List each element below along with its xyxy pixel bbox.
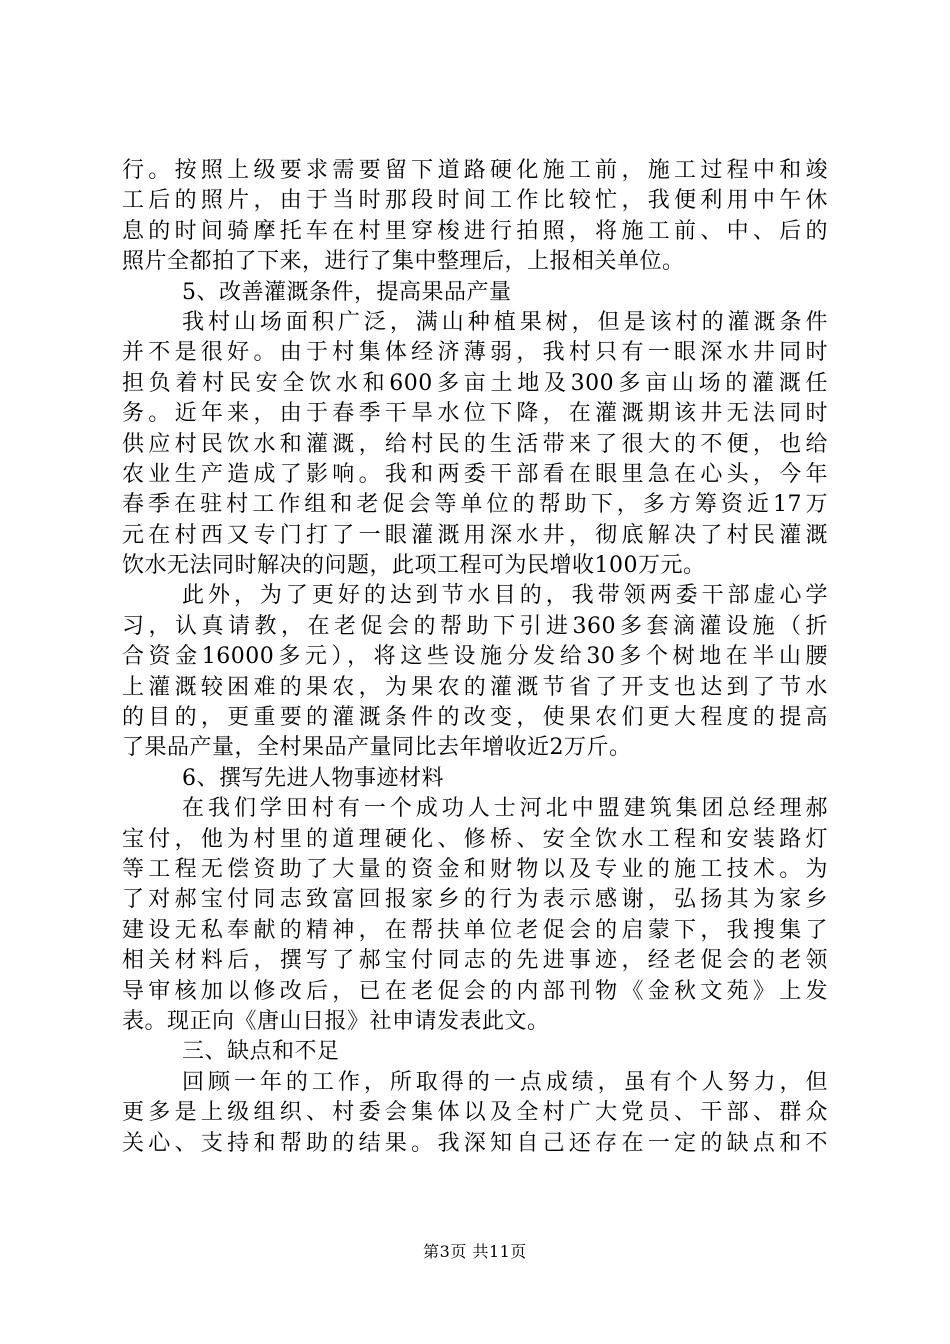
text-line: 建设无私奉献的精神，在帮扶单位老促会的启蒙下，我搜集了: [122, 917, 828, 943]
text-line: 习，认真请教，在老促会的帮助下引进360多套滴灌设施（折: [122, 613, 828, 639]
text-line: 工后的照片，由于当时那段时间工作比较忙，我便利用中午休: [122, 188, 828, 214]
text-line: 我村山场面积广泛，满山种植果树，但是该村的灌溉条件: [182, 309, 828, 335]
text-line: 饮水无法同时解决的问题，此项工程可为民增收100万元。: [122, 553, 706, 579]
text-line: 表。现正向《唐山日报》社申请发表此文。: [122, 1008, 550, 1034]
section-heading: 6、撰写先进人物事迹材料: [182, 765, 444, 791]
page-number: 第3页 共11页: [423, 1242, 527, 1261]
text-line: 的目的，更重要的灌溉条件的改变，使果农们更大程度的提高: [122, 705, 828, 731]
text-line: 关心、支持和帮助的结果。我深知自己还存在一定的缺点和不: [122, 1130, 828, 1156]
text-line: 并不是很好。由于村集体经济薄弱，我村只有一眼深水井同时: [122, 340, 828, 366]
text-line: 了对郝宝付同志致富回报家乡的行为表示感谢，弘扬其为家乡: [122, 887, 828, 913]
text-line: 了果品产量，全村果品产量同比去年增收近2万斤。: [122, 735, 632, 761]
text-line: 元在村西又专门打了一眼灌溉用深水井，彻底解决了村民灌溉: [122, 522, 828, 548]
text-line: 回顾一年的工作，所取得的一点成绩，虽有个人努力，但: [182, 1069, 828, 1095]
text-line: 供应村民饮水和灌溉，给村民的生活带来了很大的不便，也给: [122, 431, 828, 457]
section-heading: 三、缺点和不足: [182, 1039, 340, 1065]
page-footer: [0, 1242, 950, 1262]
section-heading: 5、改善灌溉条件，提高果品产量: [182, 279, 512, 305]
text-line: 息的时间骑摩托车在村里穿梭进行拍照，将施工前、中、后的: [122, 218, 828, 244]
text-line: 此外，为了更好的达到节水目的，我带领两委干部虚心学: [182, 583, 828, 609]
text-line: 行。按照上级要求需要留下道路硬化施工前，施工过程中和竣: [122, 158, 828, 183]
text-line: 等工程无偿资助了大量的资金和财物以及专业的施工技术。为: [122, 856, 828, 882]
text-line: 相关材料后，撰写了郝宝付同志的先进事迹，经老促会的老领: [122, 948, 828, 974]
text-line: 春季在驻村工作组和老促会等单位的帮助下，多方筹资近17万: [122, 492, 828, 518]
text-line: 更多是上级组织、村委会集体以及全村广大党员、干部、群众: [122, 1100, 828, 1126]
text-line: 合资金16000多元），将这些设施分发给30多个树地在半山腰: [122, 644, 828, 670]
text-line: 在我们学田村有一个成功人士河北中盟建筑集团总经理郝: [182, 796, 828, 822]
text-line: 导审核加以修改后，已在老促会的内部刊物《金秋文苑》上发: [122, 978, 828, 1004]
text-line: 上灌溉较困难的果农，为果农的灌溉节省了开支也达到了节水: [122, 674, 828, 700]
text-line: 务。近年来，由于春季干旱水位下降，在灌溉期该井无法同时: [122, 401, 828, 427]
text-line: 农业生产造成了影响。我和两委干部看在眼里急在心头，今年: [122, 461, 828, 487]
text-line: 担负着村民安全饮水和600多亩土地及300多亩山场的灌溉任: [122, 370, 828, 396]
text-line: 照片全都拍了下来，进行了集中整理后，上报相关单位。: [122, 249, 685, 275]
body-text: [122, 156, 828, 1159]
text-line: 宝付，他为村里的道理硬化、修桥、安全饮水工程和安装路灯: [122, 826, 828, 852]
